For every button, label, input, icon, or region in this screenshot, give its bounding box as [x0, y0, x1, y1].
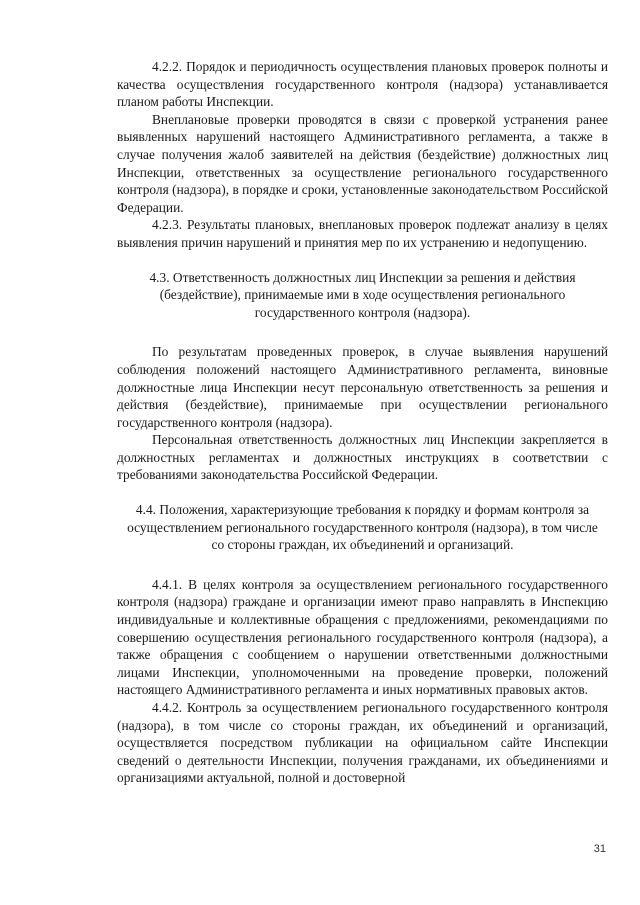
paragraph-4-2-3: 4.2.3. Результаты плановых, внеплановых проверок подлежат анализу в целях выявления причин нарушений и принятия мер по их устранению и недопущению. — [117, 217, 608, 250]
section-heading-4-3: 4.3. Ответственность должностных лиц Инспекции за решения и действия (бездействие), принимаемые ими в ходе осуществления регионального государственного контроля (надзора). — [149, 269, 576, 320]
spacer — [117, 321, 608, 343]
spacer — [117, 252, 608, 269]
paragraph-inspection-results: По результатам проведенных проверок, в случае выявления нарушений соблюдения положений настоящего Административного регламента, виновные должностные лица Инспекции несут персональную ответственность за решения и действия (бездействие), принимаемые при осуществлении регионального государственного контроля (надзора). — [117, 344, 608, 430]
paragraph-4-4-1: 4.4.1. В целях контроля за осуществлением регионального государственного контроля (надзора) граждане и организации имеют право направлять в Инспекцию индивидуальные и коллективные обращения с предложениями, рекомендациями по совершению осуществления регионального государственного контроля (надзора), а также обращения с сообщением о нарушении ответственными должностными лицами Инспекции, уполномоченными на проведение проверки, положений настоящего Административного регламента и иных нормативных правовых актов. — [117, 576, 608, 698]
section-heading-4-4: 4.4. Положения, характеризующие требования к порядку и формам контроля за осуществлением регионального государственного контроля (надзора), в том числе со стороны граждан, их объединений и организаций. — [127, 502, 598, 553]
document-body — [117, 58, 608, 787]
paragraph-4-4-2: 4.4.2. Контроль за осуществлением регионального государственного контроля (надзора), в том числе со стороны граждан, их объединений и организаций, осуществляется посредством публикации на официальном сайте Инспекции сведений о деятельности Инспекции, получения гражданами, их объединениями и организациями актуальной, полной и достоверной — [117, 700, 608, 786]
page-number: 31 — [593, 843, 606, 855]
spacer — [117, 484, 608, 501]
paragraph-personal-responsibility: Персональная ответственность должностных лиц Инспекции закрепляется в должностных регламентах и должностных инструкциях в соответствии с требованиями законодательства Российской Федерации. — [117, 432, 608, 483]
paragraph-unscheduled-inspections: Внеплановые проверки проводятся в связи с проверкой устранения ранее выявленных нарушений настоящего Административного регламента, а также в случае получения жалоб заявителей на действия (бездействие) должностных лиц Инспекции, ответственных за осуществление регионального государственного контроля (надзора), в порядке и сроки, установленные законодательством Российской Федерации. — [117, 111, 608, 215]
spacer — [117, 554, 608, 576]
paragraph-4-2-2: 4.2.2. Порядок и периодичность осуществления плановых проверок полноты и качества осуществления государственного контроля (надзора) устанавливается планом работы Инспекции. — [117, 59, 608, 110]
